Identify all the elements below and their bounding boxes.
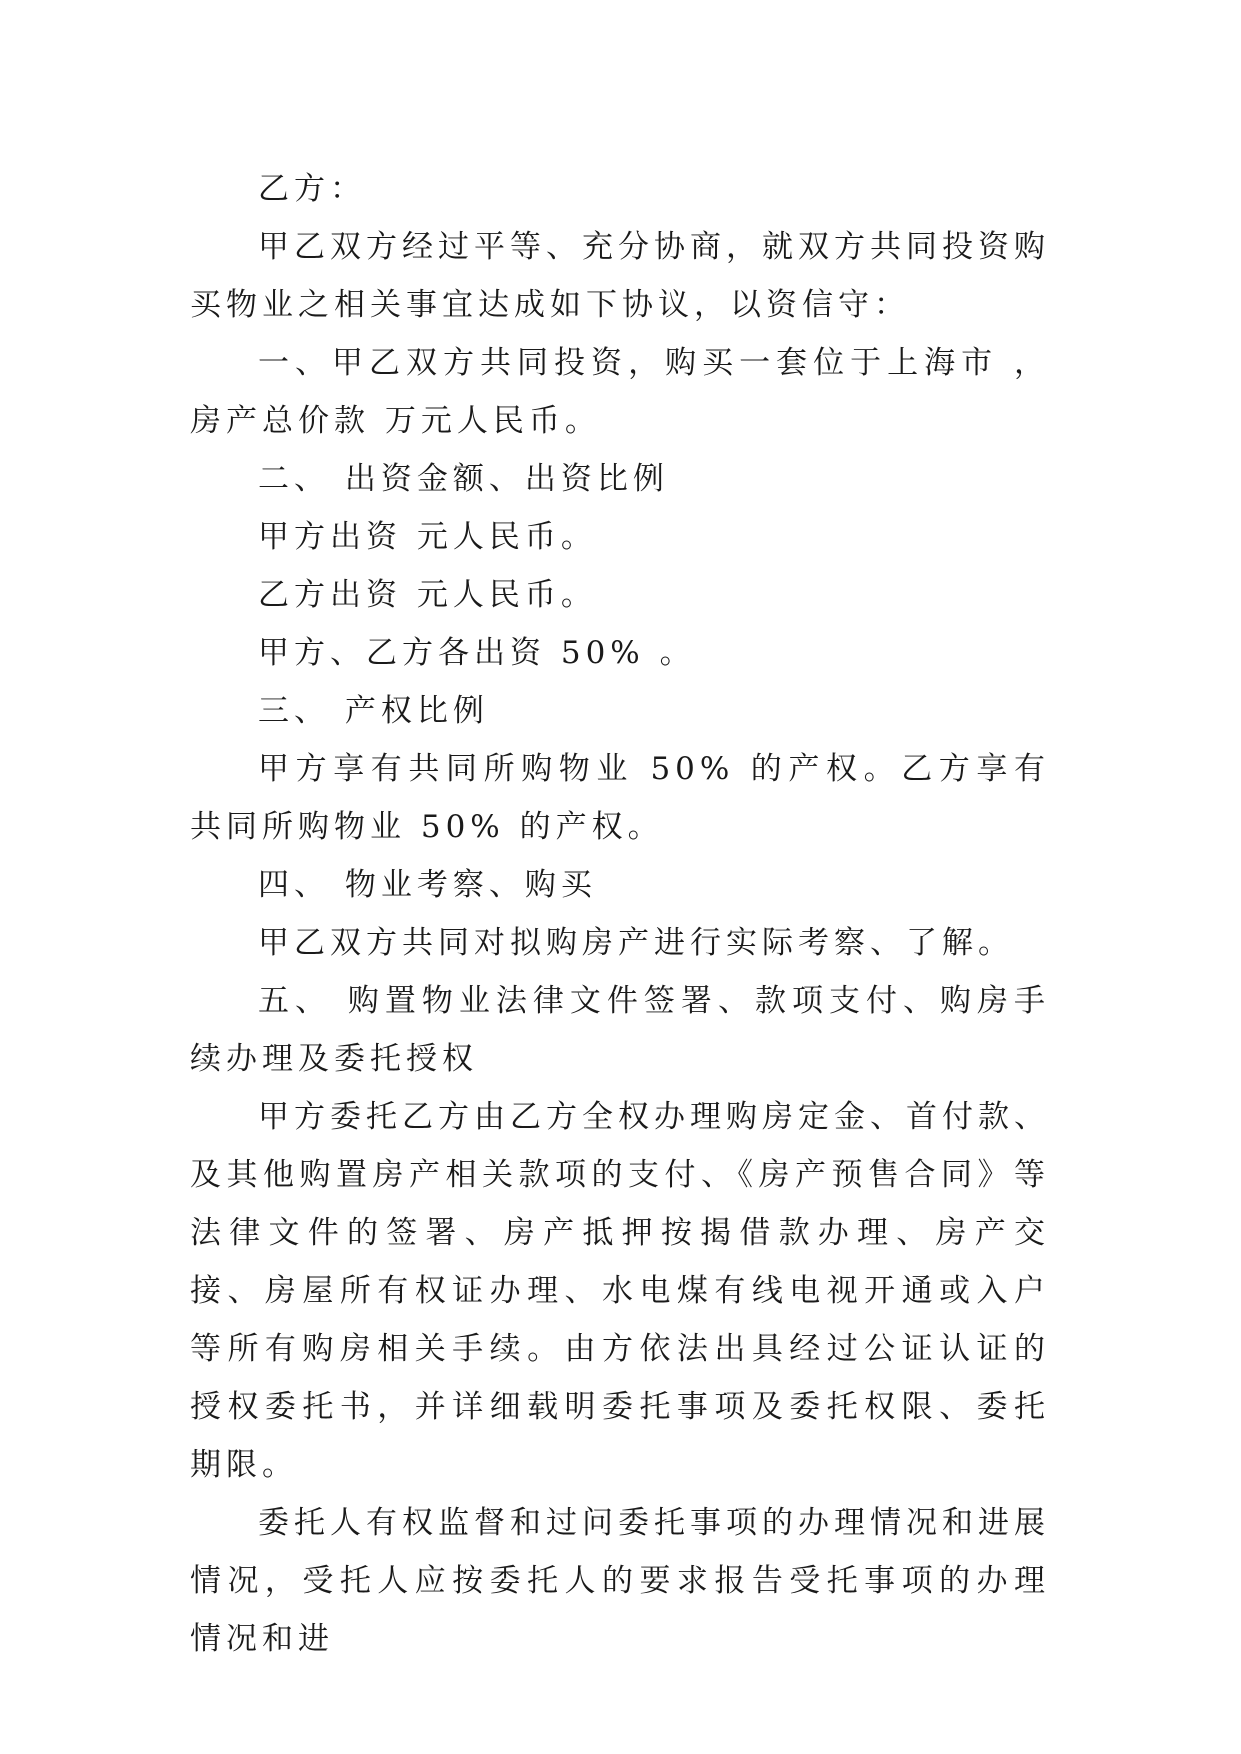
paragraph-contribution-ratio: 甲方、乙方各出资 50% 。 — [258, 635, 696, 671]
document-body — [190, 160, 1050, 1668]
paragraph-clause-1: 一、甲乙双方共同投资，购买一套位于上海市 ，房产总价款 万元人民币。 — [190, 345, 1050, 439]
heading-clause-2: 二、 出资金额、出资比例 — [258, 461, 669, 497]
paragraph-preamble: 甲乙双方经过平等、充分协商，就双方共同投资购买物业之相关事宜达成如下协议，以资信守： — [190, 229, 1050, 323]
paragraph-party-b-contribution: 乙方出资 元人民币。 — [258, 577, 597, 613]
paragraph-supervision: 委托人有权监督和过问委托事项的办理情况和进展情况，受托人应按委托人的要求报告受托事项的办理情况和进 — [190, 1505, 1050, 1657]
paragraph-party-a-contribution: 甲方出资 元人民币。 — [258, 519, 597, 555]
paragraph-ownership-ratio: 甲方享有共同所购物业 50% 的产权。乙方享有共同所购物业 50% 的产权。 — [190, 751, 1050, 845]
heading-clause-4: 四、 物业考察、购买 — [258, 867, 597, 903]
paragraph-authorization: 甲方委托乙方由乙方全权办理购房定金、首付款、及其他购置房产相关款项的支付、《房产预售合同》等法律文件的签署、房产抵押按揭借款办理、房产交接、房屋所有权证办理、水电煤有线电视开通或入户等所有购房相关手续。由方依法出具经过公证认证的授权委托书，并详细载明委托事项及委托权限、委托期限。 — [190, 1099, 1050, 1483]
heading-clause-5: 五、 购置物业法律文件签署、款项支付、购房手续办理及委托授权 — [190, 983, 1050, 1077]
heading-clause-3: 三、 产权比例 — [258, 693, 489, 729]
paragraph-party-b: 乙方： — [258, 171, 366, 207]
paragraph-inspection: 甲乙双方共同对拟购房产进行实际考察、了解。 — [258, 925, 1014, 961]
